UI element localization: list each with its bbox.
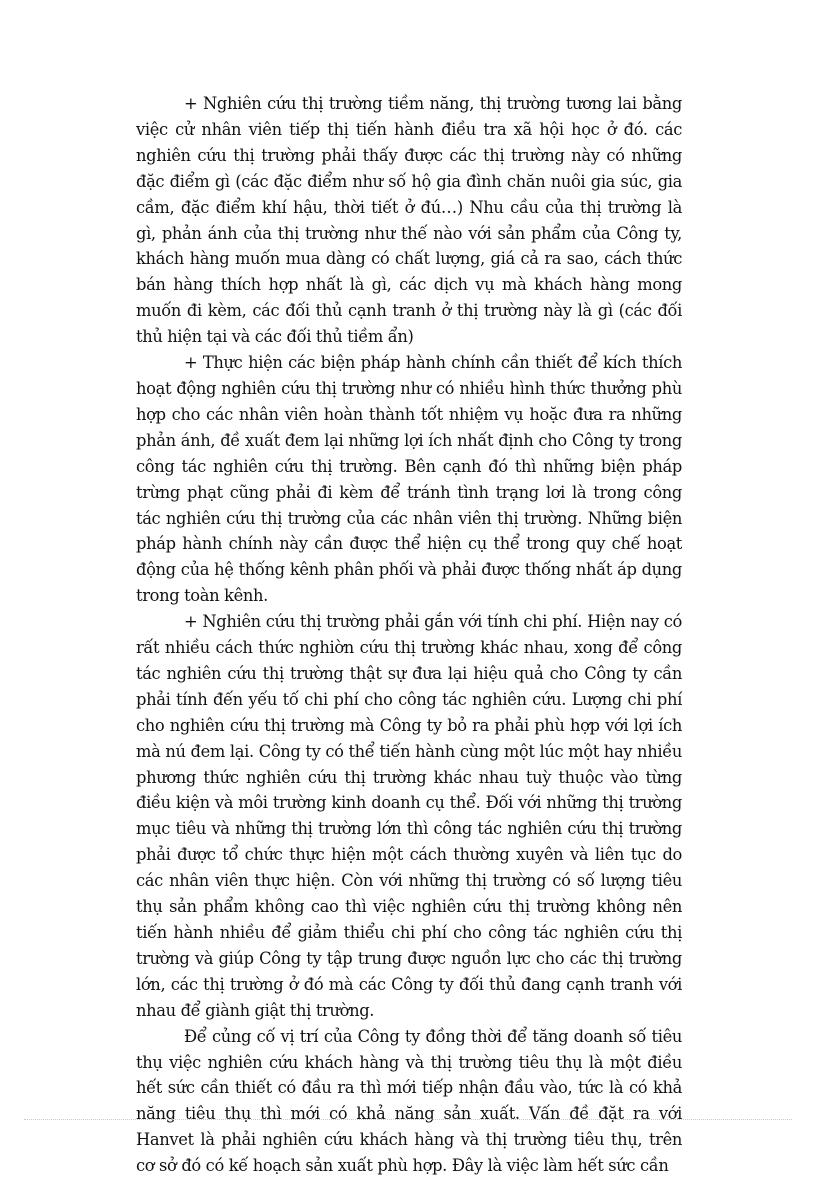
document-body <box>136 91 682 1179</box>
paragraph-research-cost: + Nghiên cứu thị trường phải gắn với tính chi phí. Hiện nay có rất nhiều cách thức nghiờn cứu thị trường khác nhau, xong để công tác nghiên cứu thị trường thật sự đưa lại hiệu quả cho Công ty cần phải tính đến yếu tố chi phí cho công tác nghiên cứu. Lượng chi phí cho nghiên cứu thị trường mà Công ty bỏ ra phải phù hợp với lợi ích mà nú đem lại. Công ty có thể tiến hành cùng một lúc một hay nhiều phương thức nghiên cứu thị trường khác nhau tuỳ thuộc vào từng điều kiện và môi trường kinh doanh cụ thể. Đối với những thị trường mục tiêu và những thị trường lớn thì công tác nghiên cứu thị trường phải được tổ chức thực hiện một cách thường xuyên và liên tục do các nhân viên thực hiện. Còn với những thị trường có số lượng tiêu thụ sản phẩm không cao thì việc nghiên cứu thị trường không nên tiến hành nhiều để giảm thiểu chi phí cho công tác nghiên cứu thị trường và giúp Công ty tập trung được nguồn lực cho các thị trường lớn, các thị trường ở đó mà các Công ty đối thủ đang cạnh tranh với nhau để giành giật thị trường. <box>136 612 682 1020</box>
paragraph-market-position: Để củng cố vị trí của Công ty đồng thời để tăng doanh số tiêu thụ việc nghiên cứu khách hàng và thị trường tiêu thụ là một điều hết sức cần thiết có đầu ra thì mới tiếp nhận đầu vào, tức là có khả năng tiêu thụ thì mới có khả năng sản xuất. Vấn đề đặt ra với Hanvet là phải nghiên cứu khách hàng và thị trường tiêu thụ, trên cơ sở đó có kế hoạch sản xuất phù hợp. Đây là việc làm hết sức cần <box>136 1026 682 1176</box>
page-bottom-divider <box>24 1119 792 1120</box>
paragraph-administrative-measures: + Thực hiện các biện pháp hành chính cần thiết để kích thích hoạt động nghiên cứu thị trường như có nhiều hình thức thưởng phù hợp cho các nhân viên hoàn thành tốt nhiệm vụ hoặc đưa ra những phản ánh, đề xuất đem lại những lợi ích nhất định cho Công ty trong công tác nghiên cứu thị trường. Bên cạnh đó thì những biện pháp trừng phạt cũng phải đi kèm để tránh tình trạng lơi là trong công tác nghiên cứu thị trường của các nhân viên thị trường. Những biện pháp hành chính này cần được thể hiện cụ thể trong quy chế hoạt động của hệ thống kênh phân phối và phải được thống nhất áp dụng trong toàn kênh. <box>136 353 682 606</box>
paragraph-potential-market-research: + Nghiên cứu thị trường tiềm năng, thị trường tương lai bằng việc cử nhân viên tiếp thị tiến hành điều tra xã hội học ở đó. các nghiên cứu thị trường phải thấy được các thị trường này có những đặc điểm gì (các đặc điểm như số hộ gia đình chăn nuôi gia súc, gia cầm, đặc điểm khí hậu, thời tiết ở đú…) Nhu cầu của thị trường là gì, phản ánh của thị trường như thế nào với sản phẩm của Công ty, khách hàng muốn mua dàng có chất lượng, giá cả ra sao, cách thức bán hàng thích hợp nhất là gì, các dịch vụ mà khách hàng mong muốn đi kèm, các đối thủ cạnh tranh ở thị trường này là gì (các đối thủ hiện tại và các đối thủ tiềm ẩn) <box>136 94 682 347</box>
